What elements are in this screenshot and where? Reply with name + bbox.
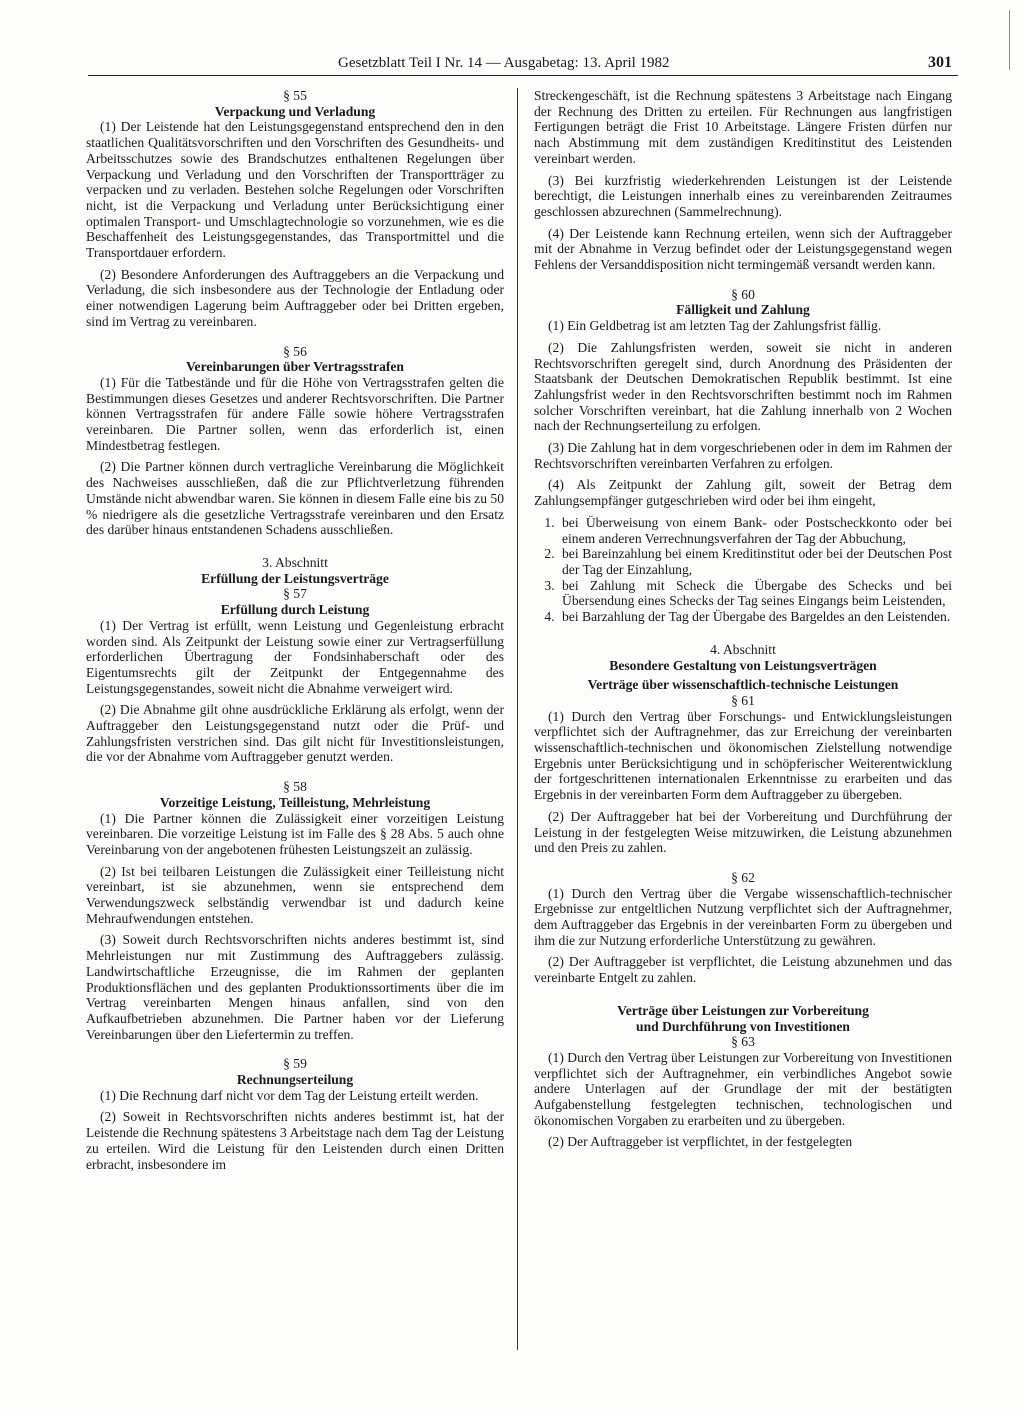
section-number: § 59 xyxy=(283,1056,307,1072)
page-number: 301 xyxy=(928,54,952,71)
paragraph: (2) Der Auftraggeber hat bei der Vorbereitung und Durchführung der Leistung in der festgelegten Weise mitzuwirken, die Leistung abzunehmen und den Preis zu zahlen. xyxy=(534,808,952,856)
paragraph: (3) Soweit durch Rechtsvorschriften nichts anderes bestimmt ist, sind Mehrleistungen nur mit Zustimmung des Auftraggebers zulässig. Landwirtschaftliche Erzeugnisse, die im Rahmen der geplanten Produktionsflächen und des geplanten Produktionssortiments über die im Vertrag vereinbarten Mengen hinaus anfallen, sind von den Aufkaufbetrieben abzunehmen. Die Partner haben vor der Lieferung Vereinbarungen über den Liefertermin zu treffen. xyxy=(86,932,504,1042)
paragraph: (4) Als Zeitpunkt der Zahlung gilt, soweit der Betrag dem Zahlungsempfänger gutgeschrieben wird oder bei ihm eingeht, xyxy=(534,477,952,509)
paragraph: (1) Der Leistende hat den Leistungsgegenstand entsprechend den in den staatlichen Qualitätsvorschriften und den Vorschriften des Gesundheits- und Arbeitsschutzes sowie des Brandschutzes enthaltenen Regelungen über Verpackung und Verladung und den Vorschriften der Transportträger zu verpacken und zu verladen. Bestehen solche Regelungen oder Vorschriften nicht, ist die Verpackung und Verladung unter Berücksichtigung einer optimalen Transport- und Umschlagtechnologie so vorzunehmen, wie es die Beschaffenheit des Leistungsgegenstandes, das Transportmittel und die Transportdauer erfordern. xyxy=(86,119,504,261)
section-number: § 58 xyxy=(283,779,307,795)
paragraph: (1) Die Partner können die Zulässigkeit einer vorzeitigen Leistung vereinbaren. Die vorzeitige Leistung ist im Falle des § 28 Abs. 5 auch ohne Vereinbarung von der angebotenen frühesten Leistungszeit an zulässig. xyxy=(86,810,504,857)
section-number: § 62 xyxy=(731,869,755,885)
paragraph: (2) Die Zahlungsfristen werden, soweit sie nicht in anderen Rechtsvorschriften geregelt sind, durch Anordnung des Präsidenten der Staatsbank der Deutschen Demokratischen Republik bestimmt. Ist eine Zahlungsfrist weder in den Rechtsvorschriften bestimmt noch im Rahmen solcher Vorschriften vereinbart, hat die Zahlung innerhalb von 2 Wochen nach der Rechnungserteilung zu erfolgen. xyxy=(534,339,952,434)
header-title: Gesetzblatt Teil I Nr. 14 — Ausgabetag: 13. April 1982 xyxy=(338,55,670,71)
paragraph: (2) Der Auftraggeber ist verpflichtet, in der festgelegten xyxy=(548,1134,853,1150)
chapter-title: Erfüllung der Leistungsverträge xyxy=(201,570,389,586)
section-number: § 61 xyxy=(731,692,755,708)
paragraph: (2) Besondere Anforderungen des Auftraggebers an die Verpackung und Verladung, die sich insbesondere aus der Technologie der Entladung oder einer notwendigen Lagerung beim Auftraggeber oder bei Dritten ergeben, sind im Vertrag zu vereinbaren. xyxy=(86,266,504,329)
paragraph: (1) Durch den Vertrag über Leistungen zur Vorbereitung von Investitionen verpflichtet sich der Auftragnehmer, ein verbindliches Angebot sowie andere Unterlagen auf der Grundlage der mit der bestätigten Aufgabenstellung festgelegten technischen, technologischen und ökonomischen Vorgaben zu erarbeiten und zu übergeben. xyxy=(534,1049,952,1128)
enumerated-list xyxy=(534,515,952,625)
right-column xyxy=(534,88,952,1350)
section-number: § 57 xyxy=(283,586,307,602)
paragraph: (3) Die Zahlung hat in dem vorgeschriebenen oder in dem im Rahmen der Rechtsvorschriften vereinbarten Verfahren zu erfolgen. xyxy=(534,440,952,471)
paragraph: (2) Die Abnahme gilt ohne ausdrückliche Erklärung als erfolgt, wenn der Auftraggeber den Leistungsgegenstand nutzt oder die Prüf- und Zahlungsfristen verstrichen sind. Das gilt nicht für Investitionsleistungen, die vor der Abnahme vom Auftraggeber genutzt werden. xyxy=(86,702,504,765)
chapter-title: Besondere Gestaltung von Leistungsverträgen xyxy=(609,657,877,673)
chapter-number: 4. Abschnitt xyxy=(710,641,776,657)
subchapter-title: und Durchführung von Investitionen xyxy=(636,1018,850,1034)
paragraph: (1) Für die Tatbestände und für die Höhe von Vertragsstrafen gelten die Bestimmungen dieses Gesetzes und anderer Rechtsvorschriften. Die Partner können Vertragsstrafen für andere Fälle sowie höhere Vertragsstrafen vereinbaren. Die Partner sollen, wenn das erforderlich ist, einen Mindestbetrag festlegen. xyxy=(86,374,504,453)
section-number: § 63 xyxy=(731,1034,755,1050)
section-number: § 60 xyxy=(731,286,755,302)
list-item: 4. bei Barzahlung der Tag der Übergabe des Bargeldes an den Leistenden. xyxy=(558,609,952,625)
paragraph-continuation: Streckengeschäft, ist die Rechnung spätestens 3 Arbeitstage nach Eingang der Rechnung des Dritten zu erteilen. Für Rechnungen aus langfristigen Fertigungen beträgt die Frist 10 Arbeitstage. Längere Fristen dürfen nur nach Abstimmung mit dem zuständigen Kreditinstitut des Leistenden vereinbart werden. xyxy=(534,88,952,166)
header-rule xyxy=(88,75,958,76)
paragraph: (1) Die Rechnung darf nicht vor dem Tag der Leistung erteilt werden. xyxy=(100,1087,479,1103)
list-item: 1. bei Überweisung von einem Bank- oder Postscheckkonto oder bei einem anderen Verrechnungsverfahren der Tag der Abbuchung, xyxy=(558,515,952,546)
paragraph: (2) Der Auftraggeber ist verpflichtet, die Leistung abzunehmen und das vereinbarte Entgelt zu zahlen. xyxy=(534,954,952,986)
section-title: Vereinbarungen über Vertragsstrafen xyxy=(185,359,404,375)
chapter-number: 3. Abschnitt xyxy=(262,554,328,570)
subchapter-title: Verträge über wissenschaftlich-technische Leistungen xyxy=(587,677,899,693)
paragraph: (2) Die Partner können durch vertragliche Vereinbarung die Möglichkeit des Nachweises ausschließen, daß die zur Pflichtverletzung führenden Umstände nicht abwendbar waren. Sie können in diesem Falle eine bis zu 50 % niedrigere als die gesetzliche Vertragsstrafe vereinbaren und den Ersatz des darüber hinaus entstandenen Schadens ausschließen. xyxy=(86,459,504,538)
section-number: § 55 xyxy=(283,88,307,103)
section-number: § 56 xyxy=(283,343,307,359)
paragraph: (1) Durch den Vertrag über die Vergabe wissenschaftlich-technischer Ergebnisse zur entgeltlichen Nutzung verpflichtet sich der Auftragnehmer, dem Auftraggeber das Ergebnis in der vereinbarten Form zu übergeben und ihm die zur Nutzung erforderliche Unterstützung zu gewähren. xyxy=(534,885,952,948)
paragraph: (2) Soweit in Rechtsvorschriften nichts anderes bestimmt ist, hat der Leistende die Rechnung spätestens 3 Arbeitstage nach dem Tag der Leistung zu erteilen. Wird die Leistung für den Leistenden durch einen Dritten erbracht, insbesondere im xyxy=(86,1109,504,1172)
paragraph: (3) Bei kurzfristig wiederkehrenden Leistungen ist der Leistende berechtigt, die Leistungen innerhalb eines zu vereinbarenden Zeitraumes geschlossen abzurechnen (Sammelrechnung). xyxy=(534,172,952,219)
list-item: 2. bei Bareinzahlung bei einem Kreditinstitut oder bei der Deutschen Post der Tag der Einzahlung, xyxy=(558,546,952,577)
section-title: Verpackung und Verladung xyxy=(214,103,376,119)
left-column xyxy=(86,88,504,1350)
paragraph: (1) Durch den Vertrag über Forschungs- und Entwicklungsleistungen verpflichtet sich der Auftragnehmer, das zur Erreichung der vereinbarten wissenschaftlich-technischen und ökonomischen Zielstellung notwendige Ergebnis unter Berücksichtigung und in schöpferischer Weiterentwicklung der fortgeschrittenen internationalen Erkenntnisse zu erarbeiten und das Ergebnis in der vereinbarten Form dem Auftraggeber zu übergeben. xyxy=(534,708,952,803)
paragraph: (2) Ist bei teilbaren Leistungen die Zulässigkeit einer Teilleistung nicht vereinbart, ist sie abzunehmen, wenn sie entsprechend dem Verwendungszweck selbständig verwendbar ist und dadurch keine Mehraufwendungen entstehen. xyxy=(86,863,504,926)
subchapter-title: Verträge über Leistungen zur Vorbereitung xyxy=(617,1002,869,1018)
section-title: Rechnungserteilung xyxy=(236,1072,354,1088)
page-header xyxy=(88,52,958,74)
section-title: Erfüllung durch Leistung xyxy=(220,602,370,618)
scan-edge-mark xyxy=(1009,10,1010,70)
section-title: Vorzeitige Leistung, Teilleistung, Mehrleistung xyxy=(159,794,431,810)
section-title: Fälligkeit und Zahlung xyxy=(676,302,810,318)
paragraph: (1) Ein Geldbetrag ist am letzten Tag der Zahlungsfrist fällig. xyxy=(548,318,882,334)
list-item: 3. bei Zahlung mit Scheck die Übergabe des Schecks und bei Übersendung eines Schecks der Tag seines Eingangs beim Leistenden, xyxy=(558,578,952,609)
paragraph: (1) Der Vertrag ist erfüllt, wenn Leistung und Gegenleistung erbracht worden sind. Als Zeitpunkt der Leistung sowie einer zur Vertragserfüllung erforderlichen Übertragung der Fondsinhaberschaft oder des Eigentumsrechts gilt der Zeitpunkt der Entgegennahme des Leistungsgegenstandes, soweit nicht die Abnahme verweigert wird. xyxy=(86,617,504,696)
column-divider xyxy=(517,88,518,1350)
paragraph: (4) Der Leistende kann Rechnung erteilen, wenn sich der Auftraggeber mit der Abnahme in Verzug befindet oder der Leistungsgegenstand wegen Fehlens der Versanddisposition nicht termingemäß versandt werden kann. xyxy=(534,225,952,273)
